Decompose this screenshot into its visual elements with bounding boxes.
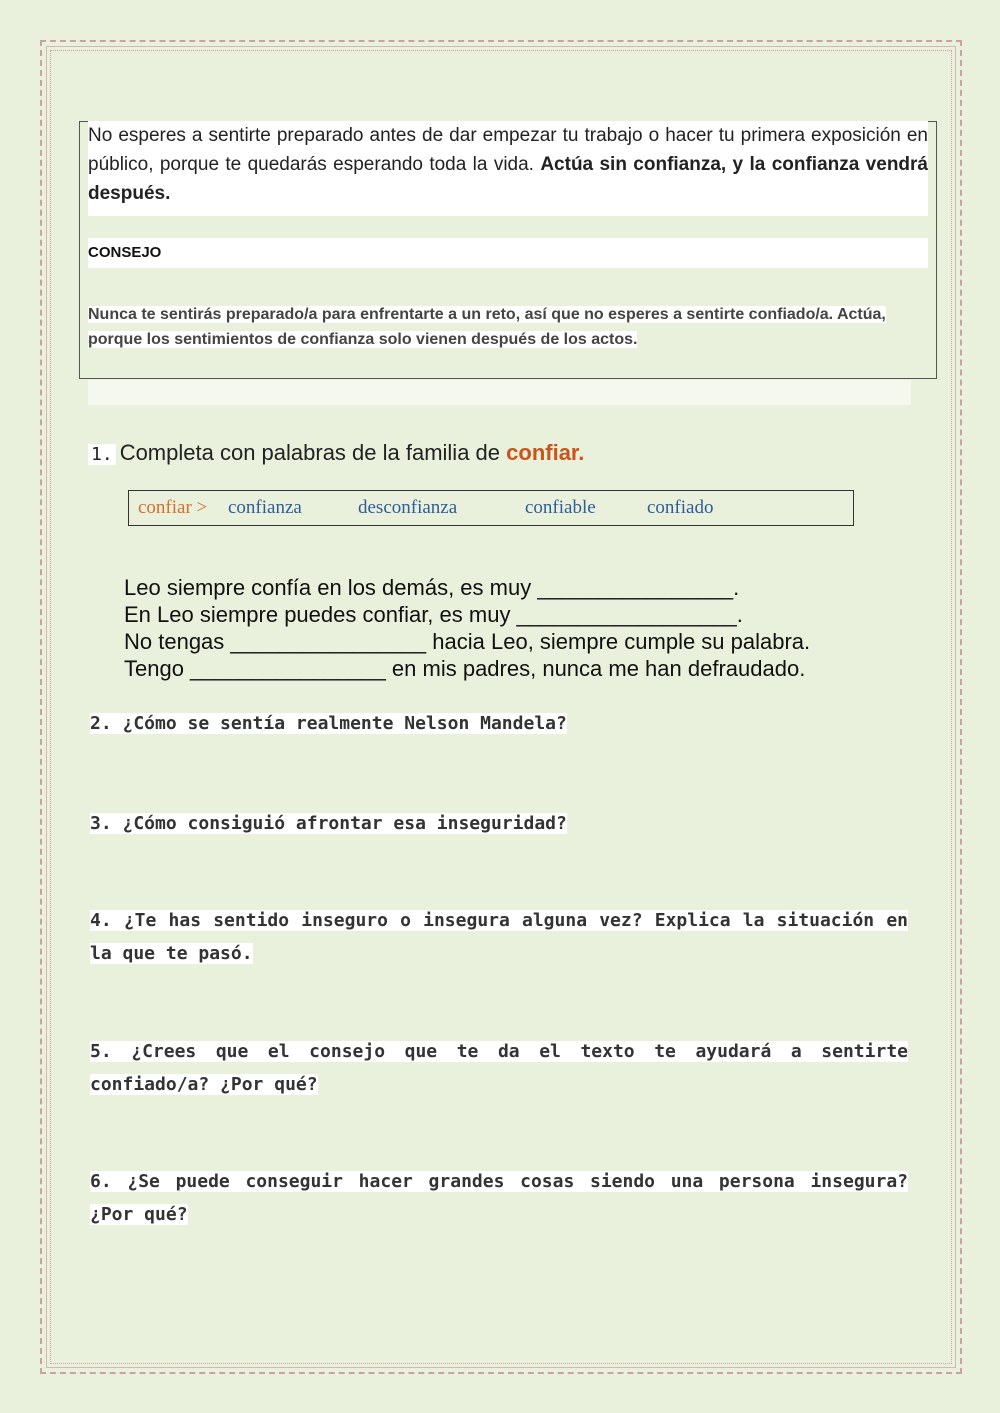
word-family-box bbox=[128, 490, 854, 526]
question-2: 2. ¿Cómo se sentía realmente Nelson Mandela? bbox=[90, 713, 567, 734]
sentence-line: Tengo ________________ en mis padres, nunca me han defraudado. bbox=[124, 656, 806, 681]
question-1-prompt: Completa con palabras de la familia de bbox=[119, 440, 507, 465]
word-item: desconfianza bbox=[358, 497, 458, 518]
sentence-line: No tengas ________________ hacia Leo, siempre cumple su palabra. bbox=[124, 629, 811, 654]
word-item: confiado bbox=[647, 497, 714, 518]
sentence-line: Leo siempre confía en los demás, es muy ________________. bbox=[124, 575, 740, 600]
divider-bar bbox=[88, 380, 911, 405]
question-3: 3. ¿Cómo consiguió afrontar esa inseguridad? bbox=[90, 813, 567, 834]
word-item: confianza bbox=[228, 497, 302, 518]
consejo-text: Nunca te sentirás preparado/a para enfrentarte a un reto, así que no esperes a sentirte confiado/a. Actúa, porque los sentimientos de confianza solo vienen después de los actos. bbox=[88, 306, 886, 348]
quote-text bbox=[88, 121, 928, 216]
question-1-keyword: confiar. bbox=[506, 440, 585, 465]
consejo-heading: CONSEJO bbox=[88, 238, 928, 268]
quote-body: No esperes a sentirte preparado antes de dar empezar tu trabajo o hacer tu primera exposición en público, porque te quedarás esperando toda la vida. bbox=[88, 125, 928, 175]
word-root: confiar > bbox=[138, 497, 208, 518]
word-item: confiable bbox=[525, 497, 596, 518]
quote-bold: Actúa sin confianza, y la confianza vendrá después. bbox=[88, 154, 928, 204]
question-1-number: 1. bbox=[88, 444, 116, 465]
question-1 bbox=[88, 440, 584, 466]
question-4: 4. ¿Te has sentido inseguro o insegura alguna vez? Explica la situación en la que te pasó. bbox=[90, 910, 908, 964]
fill-in-sentences bbox=[124, 574, 810, 682]
sentence-line: En Leo siempre puedes confiar, es muy __________________. bbox=[124, 602, 743, 627]
question-5: 5. ¿Crees que el consejo que te da el texto te ayudará a sentirte confiado/a? ¿Por qué? bbox=[90, 1041, 908, 1095]
question-6: 6. ¿Se puede conseguir hacer grandes cosas siendo una persona insegura? ¿Por qué? bbox=[90, 1171, 908, 1225]
